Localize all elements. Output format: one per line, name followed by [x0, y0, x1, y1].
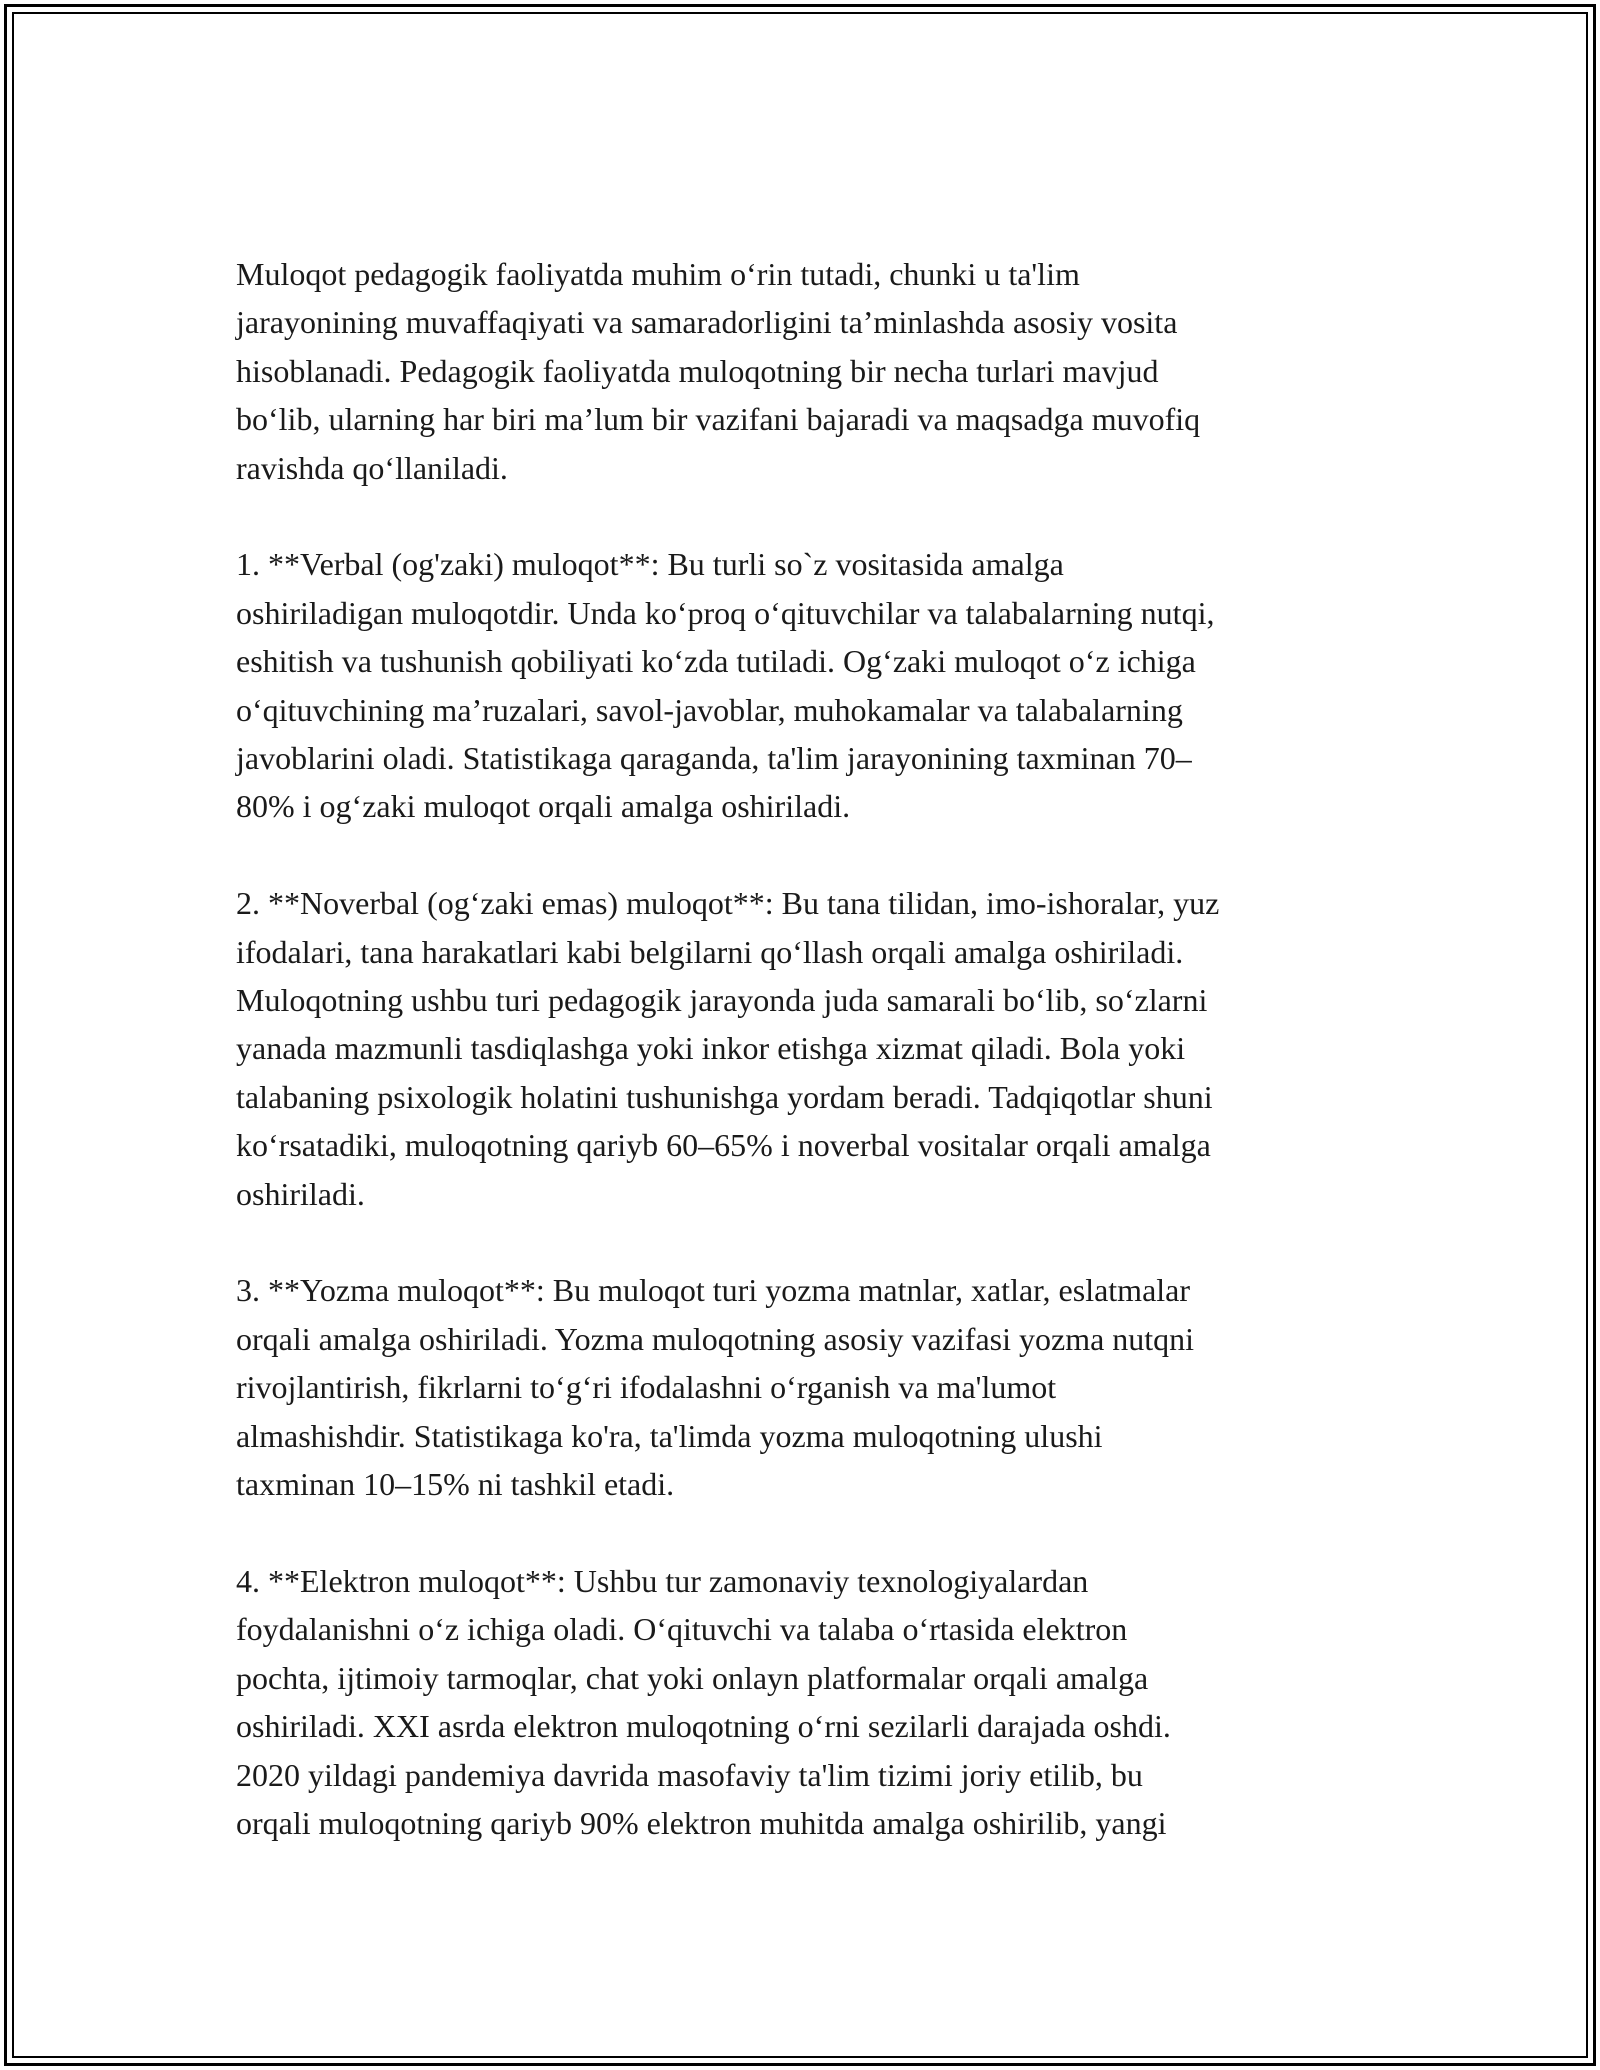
- verbal-communication-paragraph: 1. **Verbal (og'zaki) muloqot**: Bu turli so`z vositasida amalga oshiriladigan muloqotdir. Unda ko‘proq o‘qituvchilar va talabalarning nutqi, eshitish va tushunish qobiliyati ko‘zda tutiladi. Og‘zaki muloqot o‘z ichiga o‘qituvchining ma’ruzalari, savol-javoblar, muhokamalar va talabalarning javoblarini oladi. Statistikaga qaraganda, ta'lim jarayonining taxminan 70– 80% i og‘zaki muloqot orqali amalga oshiriladi.: [236, 546, 1215, 825]
- intro-paragraph: Muloqot pedagogik faoliyatda muhim o‘rin tutadi, chunki u ta'lim jarayonining muvaffaqiyati va samaradorligini ta’minlashda asosiy vosita hisoblanadi. Pedagogik faoliyatda muloqotning bir necha turlari mavjud bo‘lib, ularning har biri ma’lum bir vazifani bajaradi va maqsadga muvofiq ravishda qo‘llaniladi.: [236, 256, 1201, 486]
- nonverbal-communication-paragraph: 2. **Noverbal (og‘zaki emas) muloqot**: Bu tana tilidan, imo-ishoralar, yuz ifodalari, tana harakatlari kabi belgilarni qo‘llash orqali amalga oshiriladi. Muloqotning ushbu turi pedagogik jarayonda juda samarali bo‘lib, so‘zlarni yanada mazmunli tasdiqlashga yoki inkor etishga xizmat qiladi. Bola yoki talabaning psixologik holatini tushunishga yordam beradi. Tadqiqotlar shuni ko‘rsatadiki, muloqotning qariyb 60–65% i noverbal vositalar orqali amalga oshiriladi.: [236, 885, 1220, 1212]
- document-body: [236, 250, 1386, 1847]
- written-communication-paragraph: 3. **Yozma muloqot**: Bu muloqot turi yozma matnlar, xatlar, eslatmalar orqali amalga oshiriladi. Yozma muloqotning asosiy vazifasi yozma nutqni rivojlantirish, fikrlarni to‘g‘ri ifodalashni o‘rganish va ma'lumot almashishdir. Statistikaga ko'ra, ta'limda yozma muloqotning ulushi taxminan 10–15% ni tashkil etadi.: [236, 1272, 1195, 1503]
- electronic-communication-paragraph: 4. **Elektron muloqot**: Ushbu tur zamonaviy texnologiyalardan foydalanishni o‘z ichiga oladi. O‘qituvchi va talaba o‘rtasida elektron pochta, ijtimoiy tarmoqlar, chat yoki onlayn platformalar orqali amalga oshiriladi. XXI asrda elektron muloqotning o‘rni sezilarli darajada oshdi. 2020 yildagi pandemiya davrida masofaviy ta'lim tizimi joriy etilib, bu orqali muloqotning qariyb 90% elektron muhitda amalga oshirilib, yangi: [236, 1562, 1171, 1841]
